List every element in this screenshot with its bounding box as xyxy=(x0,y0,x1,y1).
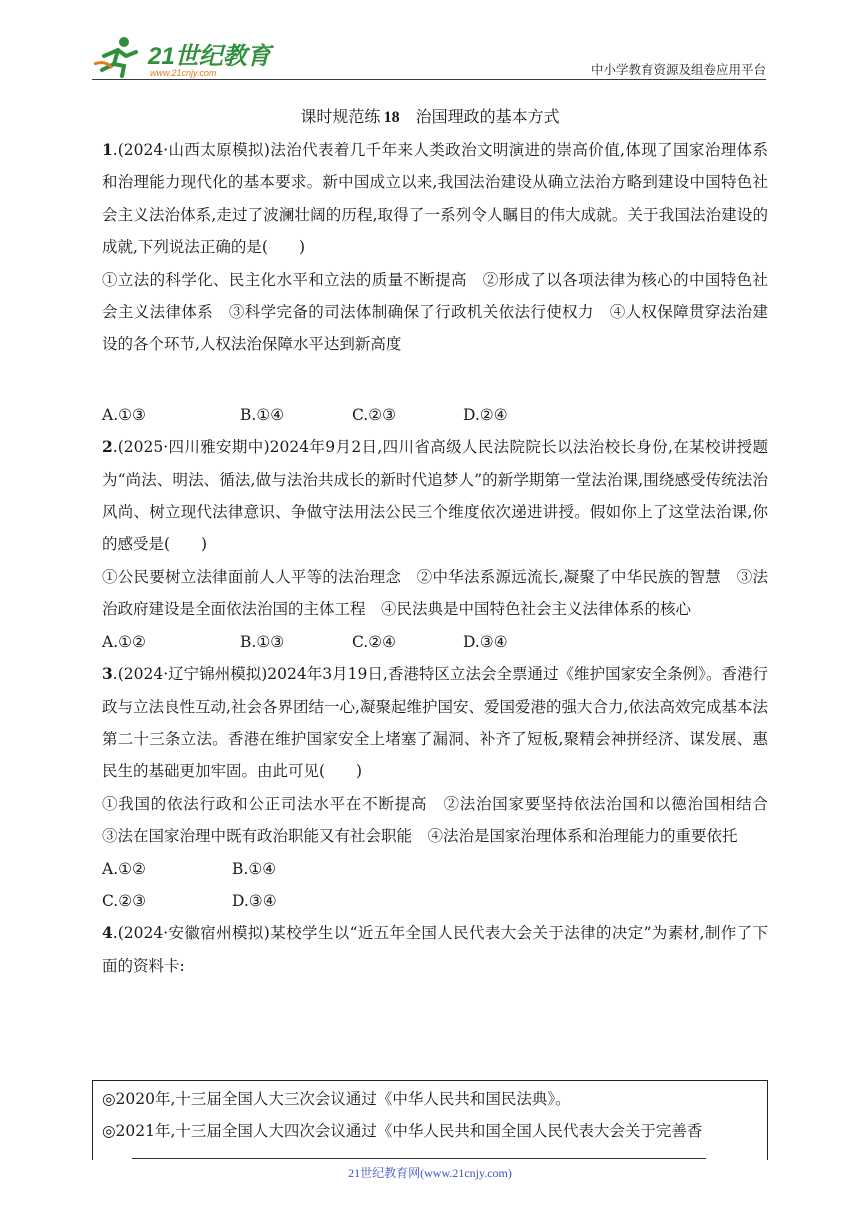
option-d[interactable]: D.②④ xyxy=(463,405,508,424)
question-number: 3 xyxy=(102,664,113,684)
option-d[interactable]: D.③④ xyxy=(232,891,277,910)
question-4-stem xyxy=(102,917,768,982)
question-3-statements: ①我国的依法行政和公正司法水平在不断提高 ②法治国家要坚持依法治国和以德治国相结合 ③法在国家治理中既有政治职能又有社会职能 ④法治是国家治理体系和治理能力的重要依托 xyxy=(102,794,784,846)
option-c[interactable]: C.②③ xyxy=(352,405,397,424)
question-1-statements: ①立法的科学化、民主化水平和立法的质量不断提高 ②形成了以各项法律为核心的中国特色社会主义法律体系 ③科学完备的司法体制确保了行政机关依法行使权力 ④人权保障贯穿法治建设的各个环节,人权法治保障水平达到新高度 xyxy=(102,270,768,354)
title-number: 18 xyxy=(383,109,400,126)
question-3-stem xyxy=(102,658,768,788)
question-2-stem xyxy=(102,431,768,561)
footer-divider xyxy=(132,1158,706,1159)
card-line-2: ◎2021年,十三届全国人大四次会议通过《中华人民共和国全国人民代表大会关于完善香 xyxy=(102,1122,703,1140)
question-3-options-row1 xyxy=(102,853,768,885)
svg-text:www.21cnjy.com: www.21cnjy.com xyxy=(150,68,217,78)
question-text: .(2024·山西太原模拟)法治代表着几千年来人类政治文明演进的崇高价值,体现了国家治理体系和治理能力现代化的基本要求。新中国成立以来,我国法治建设从确立法治方略到建设中国特色社会主义法治体系,走过了波澜壮阔的历程,取得了一系列令人瞩目的伟大成就。关于我国法治建设的成就,下列说法正确的是( ) xyxy=(102,141,768,257)
option-b[interactable]: B.①④ xyxy=(240,405,285,424)
logo-graphic xyxy=(92,34,292,78)
question-number: 2 xyxy=(102,437,113,457)
option-c[interactable]: C.②③ xyxy=(102,891,147,910)
resource-card xyxy=(92,1080,768,1160)
svg-text:21世纪教育: 21世纪教育 xyxy=(148,43,271,70)
header-divider xyxy=(92,79,766,80)
option-a[interactable]: A.①② xyxy=(102,859,146,878)
title-prefix: 课时规范练 xyxy=(300,107,381,126)
question-text: .(2024·安徽宿州模拟)某校学生以“近五年全国人民代表大会关于法律的决定”为素材,制作了下面的资料卡: xyxy=(102,924,768,975)
option-d[interactable]: D.③④ xyxy=(463,632,508,651)
question-1-stem xyxy=(102,134,768,264)
option-a[interactable]: A.①③ xyxy=(102,405,146,424)
footer-link[interactable]: 21世纪教育网(www.21cnjy.com) xyxy=(348,1166,512,1180)
platform-name: 中小学教育资源及组卷应用平台 xyxy=(590,62,766,77)
question-2-statements: ①公民要树立法律面前人人平等的法治理念 ②中华法系源远流长,凝聚了中华民族的智慧 ③法治政府建设是全面依法治国的主体工程 ④民法典是中国特色社会主义法律体系的核心 xyxy=(102,567,768,619)
question-list xyxy=(102,134,784,982)
question-number: 4 xyxy=(102,923,113,943)
page-header xyxy=(92,30,766,80)
option-b[interactable]: B.①③ xyxy=(240,632,285,651)
answer-space xyxy=(102,361,768,399)
question-text: .(2025·四川雅安期中)2024年9月2日,四川省高级人民法院院长以法治校长身份,在某校讲授题为“尚法、明法、循法,做与法治共成长的新时代追梦人”的新学期第一堂法治课,围绕感受传统法治风尚、树立现代法律意识、争做守法用法公民三个维度依次递进讲授。假如你上了这堂法治课,你的感受是( ) xyxy=(102,438,768,554)
option-b[interactable]: B.①④ xyxy=(232,859,277,878)
question-2-options xyxy=(102,626,768,658)
question-number: 1 xyxy=(102,140,113,159)
question-1-options xyxy=(102,399,768,431)
card-line-1: ◎2020年,十三届全国人大三次会议通过《中华人民共和国民法典》。 xyxy=(102,1090,571,1108)
option-a[interactable]: A.①② xyxy=(102,632,146,651)
option-c[interactable]: C.②④ xyxy=(352,632,397,651)
question-3-options-row2 xyxy=(102,885,768,917)
logo xyxy=(92,34,292,78)
question-text: .(2024·辽宁锦州模拟)2024年3月19日,香港特区立法会全票通过《维护国家安全条例》。香港行政与立法良性互动,社会各界团结一心,凝聚起维护国安、爱国爱港的强大合力,依法高效完成基本法第二十三条立法。香港在维护国家安全上堵塞了漏洞、补齐了短板,聚精会神拼经济、谋发展、惠民生的基础更加牢固。由此可见( ) xyxy=(102,665,768,781)
title-suffix: 治国理政的基本方式 xyxy=(415,107,560,126)
page-title xyxy=(0,104,860,127)
